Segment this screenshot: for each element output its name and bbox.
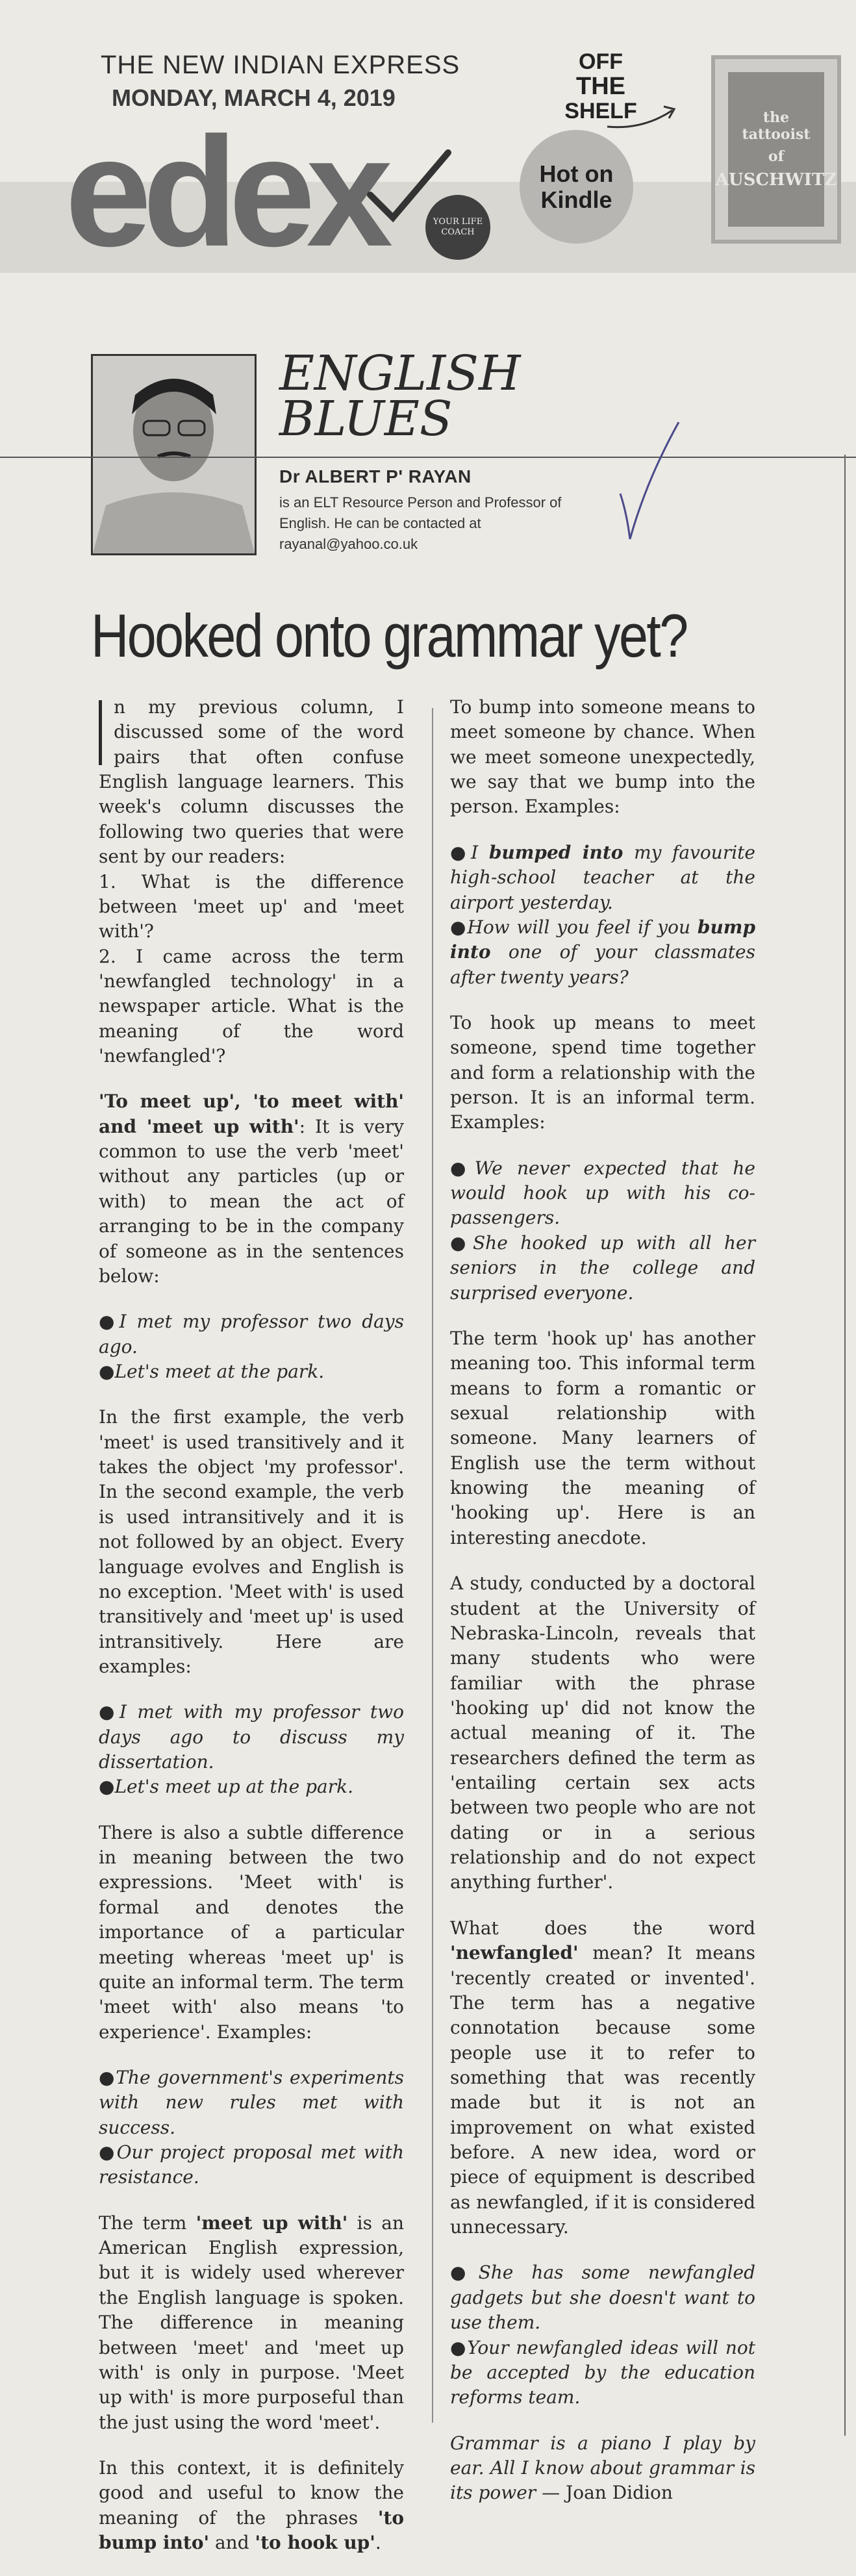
off-the-shelf-label: OFF THE SHELF: [564, 49, 637, 123]
arrow-icon: [604, 97, 682, 136]
article-column-left: [99, 695, 404, 2576]
pen-mark-icon: [614, 416, 685, 546]
page-rule: [844, 455, 846, 2436]
dropcap-i: [99, 700, 102, 765]
column-title: ENGLISH BLUES: [279, 346, 521, 448]
edex-logo: edex: [65, 105, 384, 279]
example-list: ●I met with my professor two days ago to discuss my dissertation. ●Let's meet up at the park.: [99, 1701, 404, 1798]
book-title-line: AUSCHWITZ: [715, 170, 837, 190]
paragraph: The term 'meet up with' is an American English expression, but it is widely used wherever the English language is spoken. The difference in meaning between 'meet' and 'meet up with' is only in purpose. 'Meet up with' is more purposeful than the just using the word 'meet'.: [99, 2212, 404, 2433]
life-coach-badge: YOUR LIFE COACH: [425, 195, 490, 260]
paragraph: 'To meet up', 'to meet with' and 'meet up with': It is very common to use the verb 'meet' without any particles (up or with) to mean the act of arranging to be in the company of someone as in the sentences below:: [99, 1091, 404, 1287]
article-column-right: [450, 695, 755, 2527]
example-list: ●We never expected that he would hook up with his co-passengers. ●She hooked up with all her seniors in the college and surprised everyone.: [450, 1157, 755, 1304]
issue-date: MONDAY, MARCH 4, 2019: [112, 84, 396, 111]
paragraph: To bump into someone means to meet someone by chance. When we meet someone unexpectedly, we say that we bump into the person. Examples:: [450, 696, 755, 818]
paragraph: What does the word 'newfangled' mean? It means 'recently created or invented'. The term has a negative connotation because some people use it to refer to something that was recently made but it is not an improvement on what existed before. A new idea, word or piece of equipment is described as newfangled, if it is considered unnecessary.: [450, 1917, 755, 2238]
example-list: ●She has some newfangled gadgets but she doesn't want to use them. ●Your newfangled ideas will not be accepted by the education reforms team.: [450, 2262, 756, 2408]
book-title-line: the tattooist: [742, 109, 811, 143]
newspaper-name: THE NEW INDIAN EXPRESS: [101, 51, 460, 79]
author-bio: is an ELT Resource Person and Professor of English. He can be contacted at rayanal@yahoo.co.uk: [279, 494, 562, 552]
divider: [0, 457, 856, 458]
column-divider: [432, 708, 433, 2423]
paragraph: There is also a subtle difference in meaning between the two expressions. 'Meet with' is formal and denotes the importance of a particular meeting whereas 'meet up' is quite an informal term. The term 'meet with' also means 'to experience'. Examples:: [99, 1821, 404, 2043]
author-photo: [91, 354, 257, 555]
closing-quote: Grammar is a piano I play by ear. All I know about grammar is its power — Joan Didion: [450, 2432, 755, 2504]
headline: Hooked onto grammar yet?: [91, 601, 687, 670]
hot-on-kindle-badge: Hot on Kindle: [520, 130, 633, 244]
example-list: ●I bumped into my favourite high-school teacher at the airport yesterday. ●How will you feel if you bump into one of your classmates after twenty years?: [450, 841, 756, 988]
paragraph: To hook up means to meet someone, spend time together and form a relationship with the person. It is an informal term. Examples:: [450, 1011, 755, 1133]
intro-paragraph: n my previous column, I discussed some of the word pairs that often confuse English language learners. This week's column discusses the following two queries that were sent by our readers: 1. What is the difference between 'meet up' and 'meet with'? 2. I came across the term 'newfangled technology' in a newspaper article. What is the meaning of the word 'newfangled'?: [99, 696, 404, 1067]
example-list: ●The government's experiments with new rules met with success. ●Our project proposal met with resistance.: [99, 2066, 404, 2188]
author-name: Dr ALBERT P' RAYAN: [279, 466, 472, 486]
book-cover-image: [711, 55, 841, 244]
example-list: ●I met my professor two days ago. ●Let's meet at the park.: [99, 1311, 404, 1382]
paragraph: A study, conducted by a doctoral student at the University of Nebraska-Lincoln, reveals that many students who were familiar with the phrase 'hooking up' did not know the actual meaning of it. The researchers defined the term as 'entailing certain sex acts between two people who are not dating or in a serious relationship and do not expect anything further'.: [450, 1572, 755, 1893]
paragraph: In the first example, the verb 'meet' is used transitively and it takes the object 'my professor'. In the second example, the verb is used intransitively and it is not followed by an object. Every language evolves and English is no exception. 'Meet with' is used transitively and 'meet up' is used intransitively. Here are examples:: [99, 1406, 404, 1677]
book-title-line: of: [768, 148, 785, 165]
paragraph: In this context, it is definitely good and useful to know the meaning of the phrases 'to bump into' and 'to hook up'.: [99, 2457, 404, 2554]
paragraph: The term 'hook up' has another meaning too. This informal term means to form a romantic or sexual relationship with someone. Many learners of English use the term without knowing the meaning of 'hooking up'. Here is an interesting anecdote.: [450, 1327, 755, 1548]
